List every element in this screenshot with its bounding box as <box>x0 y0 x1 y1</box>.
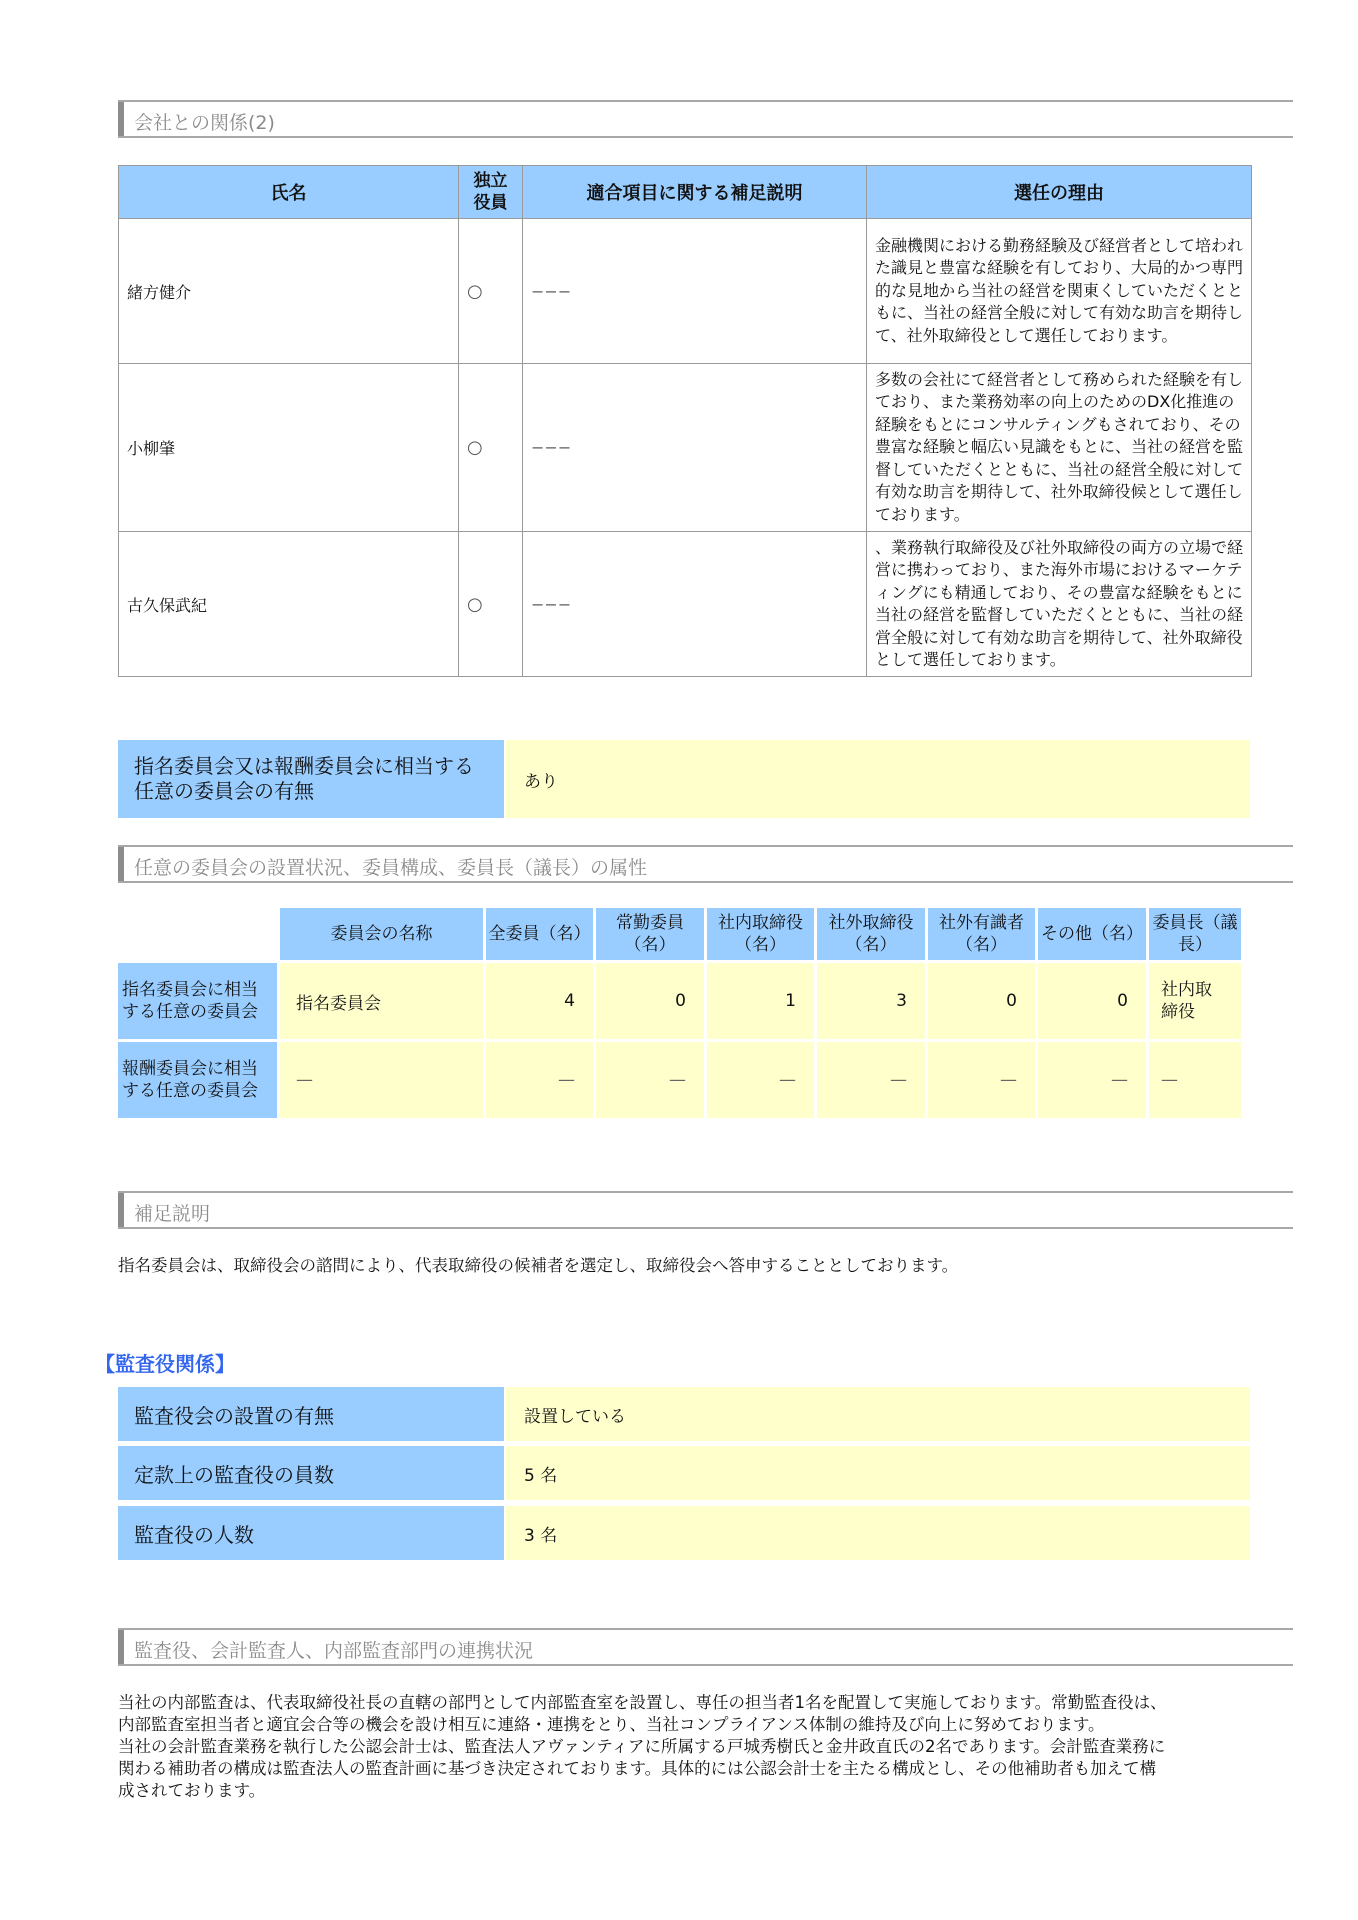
section-header-committee-composition <box>118 845 1293 883</box>
committee-existence-value: あり <box>506 740 1250 818</box>
fulltime-members-value: 0 <box>596 963 704 1039</box>
audit-section-title: 【監査役関係】 <box>95 1352 235 1376</box>
supplement-cell: −−− <box>523 532 867 677</box>
row-label-compensation: 報酬委員会に相当 する任意の委員会 <box>118 1042 277 1118</box>
director-name: 古久保武紀 <box>119 532 459 677</box>
paragraph-line: 成されております。 <box>118 1781 266 1800</box>
reason-cell: 金融機関における勤務経験及び経営者として培われた識見と豊富な経験を有しており、大局的かつ専門的な見地から当社の経営を関東くしていただくとともに、当社の経営全般に対して有効な助言を期待して、社外取締役として選任しております。 <box>867 219 1252 364</box>
outside-directors-value: — <box>817 1042 925 1118</box>
section-title: 監査役、会計監査人、内部監査部門の連携状況 <box>134 1640 534 1662</box>
audit-row <box>118 1506 1250 1560</box>
header-outside-directors: 社外取締役 （名） <box>817 908 925 960</box>
table-row <box>119 364 1252 532</box>
header-fulltime-members: 常勤委員 （名） <box>596 908 704 960</box>
audit-row <box>118 1387 1250 1441</box>
others-value: — <box>1038 1042 1146 1118</box>
inside-directors-value: — <box>707 1042 814 1118</box>
chair-value: — <box>1149 1042 1241 1118</box>
supplement-text: 指名委員会は、取締役会の諮問により、代表取締役の候補者を選定し、取締役会へ答申することとしております。 <box>118 1256 959 1275</box>
header-name: 氏名 <box>119 166 459 219</box>
header-committee-name: 委員会の名称 <box>280 908 483 960</box>
paragraph-line: 当社の内部監査は、代表取締役社長の直轄の部門として内部監査室を設置し、専任の担当者1名を配置して実施しております。常勤監査役は、 <box>118 1693 1167 1712</box>
row-label-nomination: 指名委員会に相当 する任意の委員会 <box>118 963 277 1039</box>
chair-value: 社内取 締役 <box>1149 963 1241 1039</box>
paragraph-line: 関わる補助者の構成は監査法人の監査計画に基づき決定されております。具体的には公認会計士を主たる構成とし、その他補助者も加えて構 <box>118 1759 1157 1778</box>
committee-name: — <box>280 1042 483 1118</box>
independent-mark: ○ <box>459 364 523 532</box>
section-title: 任意の委員会の設置状況、委員構成、委員長（議長）の属性 <box>134 857 648 879</box>
header-outside-experts: 社外有識者 （名） <box>928 908 1035 960</box>
outside-directors-value: 3 <box>817 963 925 1039</box>
header-total-members: 全委員（名） <box>486 908 593 960</box>
inside-directors-value: 1 <box>707 963 814 1039</box>
header-supplement: 適合項目に関する補足説明 <box>523 166 867 219</box>
independent-mark: ○ <box>459 532 523 677</box>
audit-label: 定款上の監査役の員数 <box>118 1446 504 1500</box>
fulltime-members-value: — <box>596 1042 704 1118</box>
committee-table <box>115 905 1244 1121</box>
paragraph-line: 内部監査室担当者と適宜会合等の機会を設け相互に連絡・連携をとり、当社コンプライアンス体制の維持及び向上に努めております。 <box>118 1715 1105 1734</box>
outside-experts-value: 0 <box>928 963 1035 1039</box>
others-value: 0 <box>1038 963 1146 1039</box>
paragraph-line: 当社の会計監査業務を執行した公認会計士は、監査法人アヴァンティアに所属する戸城秀樹氏と金井政直氏の2名であります。会計監査業務に <box>118 1737 1166 1756</box>
header-independent: 独立 役員 <box>459 166 523 219</box>
header-reason: 選任の理由 <box>867 166 1252 219</box>
independent-mark: ○ <box>459 219 523 364</box>
header-chair: 委員長（議 長） <box>1149 908 1241 960</box>
outside-experts-value: — <box>928 1042 1035 1118</box>
total-members-value: — <box>486 1042 593 1118</box>
header-others: その他（名） <box>1038 908 1146 960</box>
section-header-audit-coordination <box>118 1628 1293 1666</box>
supplement-cell: −−− <box>523 219 867 364</box>
committee-existence-row <box>118 740 1250 818</box>
company-relation-table <box>118 165 1252 677</box>
total-members-value: 4 <box>486 963 593 1039</box>
audit-value: 設置している <box>506 1387 1250 1441</box>
committee-name: 指名委員会 <box>280 963 483 1039</box>
audit-value: 3 名 <box>506 1506 1250 1560</box>
committee-header-row <box>118 908 1241 960</box>
audit-label: 監査役の人数 <box>118 1506 504 1560</box>
audit-value: 5 名 <box>506 1446 1250 1500</box>
director-name: 緒方健介 <box>119 219 459 364</box>
audit-coordination-text <box>118 1692 1258 1802</box>
table-row <box>118 1042 1241 1118</box>
table-row <box>119 219 1252 364</box>
supplement-cell: −−− <box>523 364 867 532</box>
table-header-row <box>119 166 1252 219</box>
director-name: 小柳肇 <box>119 364 459 532</box>
audit-label: 監査役会の設置の有無 <box>118 1387 504 1441</box>
section-title: 補足説明 <box>134 1203 211 1225</box>
section-header-supplement <box>118 1191 1293 1229</box>
section-header-company-relation <box>118 100 1293 138</box>
section-title: 会社との関係(2) <box>134 112 275 134</box>
header-inside-directors: 社内取締役 （名） <box>707 908 814 960</box>
table-row <box>119 532 1252 677</box>
table-row <box>118 963 1241 1039</box>
reason-cell: 、業務執行取締役及び社外取締役の両方の立場で経営に携わっており、また海外市場におけるマーケティングにも精通しており、その豊富な経験をもとに当社の経営を監督していただくとともに、当社の経営全般に対して有効な助言を期待して、社外取締役として選任しております。 <box>867 532 1252 677</box>
reason-cell: 多数の会社にて経営者として務められた経験を有しており、また業務効率の向上のためのDX化推進の経験をもとにコンサルティングもされており、その豊富な経験と幅広い見識をもとに、当社の経営を監督していただくとともに、当社の経営全般に対して有効な助言を期待して、社外取締役候として選任しております。 <box>867 364 1252 532</box>
committee-existence-label: 指名委員会又は報酬委員会に相当する 任意の委員会の有無 <box>118 740 504 818</box>
audit-row <box>118 1446 1250 1500</box>
